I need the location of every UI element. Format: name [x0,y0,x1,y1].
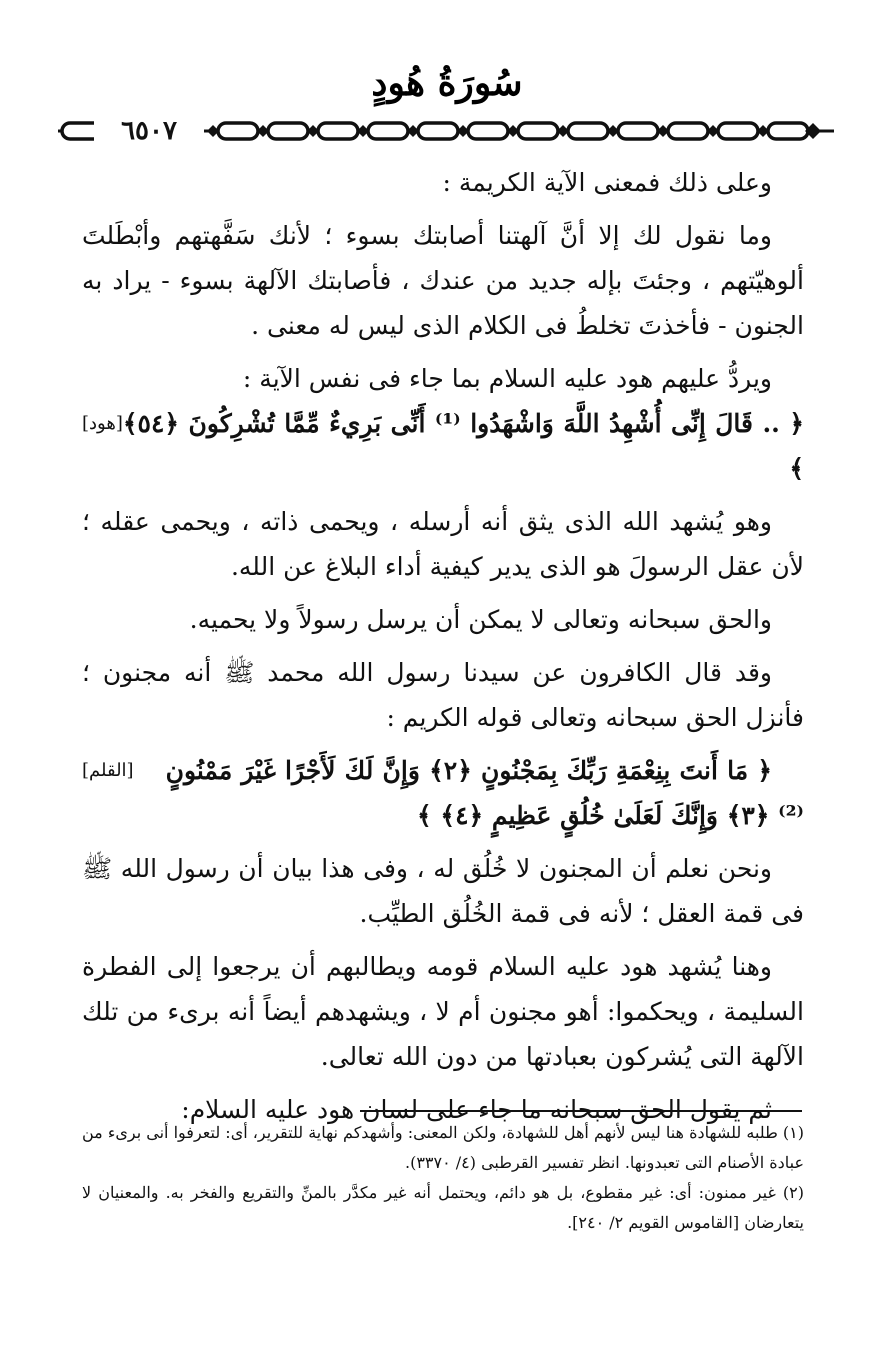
page-number: ٦٥٠٧ [94,111,204,151]
paragraph: ويردُّ عليهم هود عليه السلام بما جاء فى نفس الآية : [242,364,772,393]
surah-title: سُورَةُ هُودٍ [371,62,523,104]
verse-citation: [القلم] [82,760,134,781]
footnote-divider [360,1110,802,1112]
paragraph: وقد قال الكافرون عن سيدنا رسول الله محمد ﷺ أنه مجنون ؛ فأنزل الحق سبحانه وتعالى قوله الكريم : [82,658,804,732]
verse-text: ﴿ مَا أَنتَ بِنِعْمَةِ رَبِّكَ بِمَجْنُونٍ ﴿٢﴾ وَإِنَّ لَكَ لَأَجْرًا غَيْرَ مَمْنُونٍ ⁽²⁾ ﴿٣﴾ وَإِنَّكَ لَعَلَىٰ خُلُقٍ عَظِيمٍ ﴿٤﴾ ﴾ [165,756,804,830]
footnote: (٢) غير ممنون: أى: غير مقطوع، بل هو دائم، ويحتمل أنه غير مكدَّر بالمنِّ والتقريع والفخر به. والمعنيان لا يتعارضان [القاموس القويم ٢/ ٢٤٠]. [82,1183,805,1232]
paragraph: وعلى ذلك فمعنى الآية الكريمة : [442,168,772,197]
paragraph: وهنا يُشهد هود عليه السلام قومه ويطالبهم أن يرجعوا إلى الفطرة السليمة ، ويحكموا: أهو مجنون أم لا ، ويشهدهم أيضاً أنه برىء من تلك الآلهة التى يُشركون بعبادتها من دون الله تعالى. [82,952,804,1071]
footnote: (١) طلبه للشهادة هنا ليس لأنهم أهل للشهادة، ولكن المعنى: وأشهدكم نهاية للتقرير، أى: لتعرفوا أنى برىء من عبادة الأصنام التى تعبدونها. انظر تفسير القرطبى (٤/ ٣٣٧٠). [82,1123,805,1172]
quran-verse [82,401,804,491]
quran-verse [82,748,804,838]
verse-citation: [هود] [82,413,123,434]
paragraph: ونحن نعلم أن المجنون لا خُلُق له ، وفى هذا بيان أن رسول الله ﷺ فى قمة العقل ؛ لأنه فى قمة الخُلُق الطيِّب. [82,854,804,928]
paragraph: ثم يقول الحق سبحانه ما جاء على لسان هود عليه السلام: [181,1095,772,1124]
main-text [82,160,804,1132]
paragraph: والحق سبحانه وتعالى لا يمكن أن يرسل رسولاً ولا يحميه. [189,605,772,634]
verse-text: ﴿ .. قَالَ إِنِّى أُشْهِدُ اللَّهَ وَاشْهَدُوا ⁽¹⁾ أَنِّى بَرِيءٌ مِّمَّا تُشْرِكُونَ ﴿٥٤﴾ ﴾ [122,409,804,483]
paragraph: وهو يُشهد الله الذى يثق أنه أرسله ، ويحمى ذاته ، ويحمى عقله ؛ لأن عقل الرسولَ هو الذى يدير كيفية أداء البلاغ عن الله. [82,507,804,581]
footnotes [82,1118,804,1238]
paragraph: وما نقول لك إلا أنَّ آلهتنا أصابتك بسوء ؛ لأنك سَفَّهتهم وأبْطَلتَ ألوهيّتهم ، وجئتَ بإله جديد من عندك ، فأصابتك الآلهة بسوء - يراد به الجنون - فأخذتَ تخلطُ فى الكلام الذى ليس له معنى . [82,221,804,340]
